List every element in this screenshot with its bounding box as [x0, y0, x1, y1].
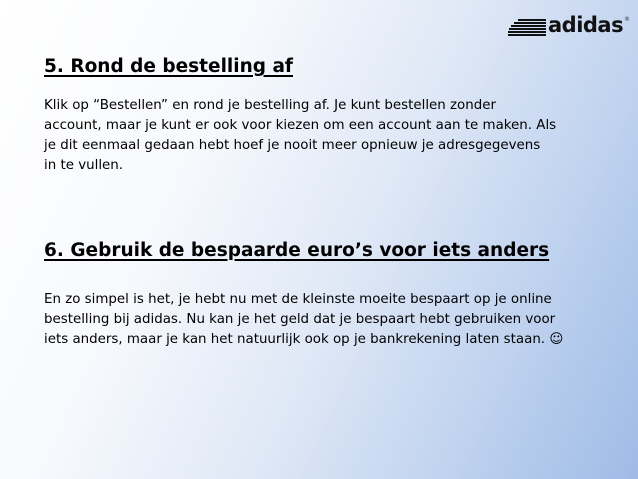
body-line: in te vullen. — [44, 158, 124, 173]
body-line: Klik op “Bestellen” en rond je bestelling af. Je kunt bestellen zonder — [44, 98, 496, 113]
body-line: En zo simpel is het, je hebt nu met de kleinste moeite bespaart op je online — [44, 292, 552, 307]
body-line: bestelling bij adidas. Nu kan je het geld dat je bespaart hebt gebruiken voor — [44, 312, 556, 327]
registered-mark: ® — [624, 16, 630, 23]
section-body-rond-af — [44, 96, 604, 176]
section-heading-rond-af: 5. Rond de bestelling af — [44, 56, 293, 77]
body-line: je dit eenmaal gedaan hebt hoef je nooit meer opnieuw je adresgegevens — [44, 138, 541, 153]
adidas-logo-text: adidas — [548, 13, 624, 37]
section-body-bespaarde-euros — [44, 290, 604, 350]
adidas-logo — [508, 13, 630, 38]
body-line: account, maar je kunt er ook voor kiezen om een account aan te maken. Als — [44, 118, 557, 133]
body-line: iets anders, maar je kan het natuurlijk ook op je bankrekening laten staan. ☺ — [44, 332, 564, 347]
section-heading-bespaarde-euros: 6. Gebruik de bespaarde euro’s voor iets anders — [44, 240, 550, 261]
adidas-stripes-icon — [508, 19, 546, 35]
